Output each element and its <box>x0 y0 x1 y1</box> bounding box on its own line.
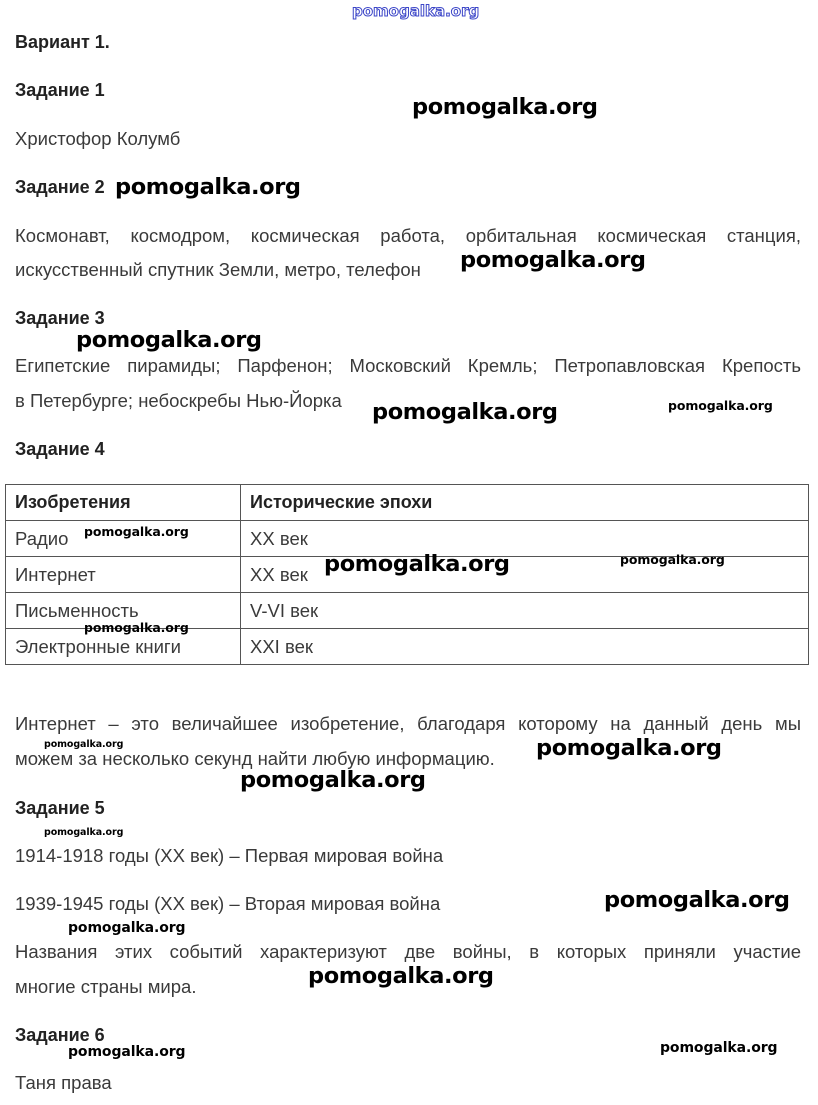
watermark: pomogalka.org <box>536 735 722 761</box>
task-5-line-1: 1914-1918 годы (XX век) – Первая мировая война <box>15 845 444 866</box>
task-3-line-2: в Петербурге; небоскребы Нью-Йорка <box>15 390 342 411</box>
watermark: pomogalka.org <box>76 327 262 353</box>
table-cell: XX век <box>241 557 809 593</box>
watermark: pomogalka.org <box>620 552 725 567</box>
task-5-heading: Задание 5 <box>15 798 105 818</box>
table-cell: Интернет <box>6 557 241 593</box>
task-2-line-2: искусственный спутник Земли, метро, телефон <box>15 259 421 280</box>
task-2-heading: Задание 2 <box>15 177 105 197</box>
table-cell: V-VI век <box>241 593 809 629</box>
watermark: pomogalka.org <box>68 920 186 936</box>
watermark: pomogalka.org <box>308 963 494 989</box>
task-2-line-1: Космонавт, космодром, космическая работа, орбитальная космическая станция, <box>15 225 801 246</box>
watermark: pomogalka.org <box>240 767 426 793</box>
watermark: pomogalka.org <box>460 247 646 273</box>
watermark: pomogalka.org <box>372 399 558 425</box>
watermark: pomogalka.org <box>68 1044 186 1060</box>
watermark: pomogalka.org <box>668 398 773 413</box>
table-cell: Письменность <box>6 593 241 629</box>
watermark: pomogalka.org <box>660 1040 778 1056</box>
task-5-note-line-2: многие страны мира. <box>15 976 197 997</box>
watermark: pomogalka.org <box>604 887 790 913</box>
table-header-epochs: Исторические эпохи <box>241 485 809 521</box>
table-header-row <box>6 485 809 521</box>
task-5-note-line-1: Названия этих событий характеризуют две войны, в которых приняли участие <box>15 941 801 962</box>
watermark: pomogalka.org <box>412 94 598 120</box>
watermark: pomogalka.org <box>44 827 124 838</box>
variant-title: Вариант 1. <box>15 32 110 52</box>
watermark: pomogalka.org <box>84 620 189 635</box>
task-3-heading: Задание 3 <box>15 308 105 328</box>
task-4-heading: Задание 4 <box>15 439 105 459</box>
table-cell: XX век <box>241 521 809 557</box>
site-link[interactable]: pomogalka.org <box>352 2 480 20</box>
table-cell: Электронные книги <box>6 629 241 665</box>
task-4-note-line-2: можем за несколько секунд найти любую информацию. <box>15 748 495 769</box>
task-5-line-2: 1939-1945 годы (XX век) – Вторая мировая война <box>15 893 441 914</box>
task-6-answer: Таня права <box>15 1072 112 1093</box>
task-6-heading: Задание 6 <box>15 1025 105 1045</box>
table-header-inventions: Изобретения <box>6 485 241 521</box>
watermark: pomogalka.org <box>84 524 189 539</box>
task-3-line-1: Египетские пирамиды; Парфенон; Московский Кремль; Петропавловская Крепость <box>15 355 801 376</box>
task-4-note-line-1: Интернет – это величайшее изобретение, благодаря которому на данный день мы <box>15 713 801 734</box>
task-1-heading: Задание 1 <box>15 80 105 100</box>
table-cell: Радио <box>6 521 241 557</box>
table-cell: XXI век <box>241 629 809 665</box>
task-1-answer: Христофор Колумб <box>15 128 181 149</box>
watermark: pomogalka.org <box>44 739 124 750</box>
watermark: pomogalka.org <box>115 174 301 200</box>
watermark: pomogalka.org <box>324 551 510 577</box>
